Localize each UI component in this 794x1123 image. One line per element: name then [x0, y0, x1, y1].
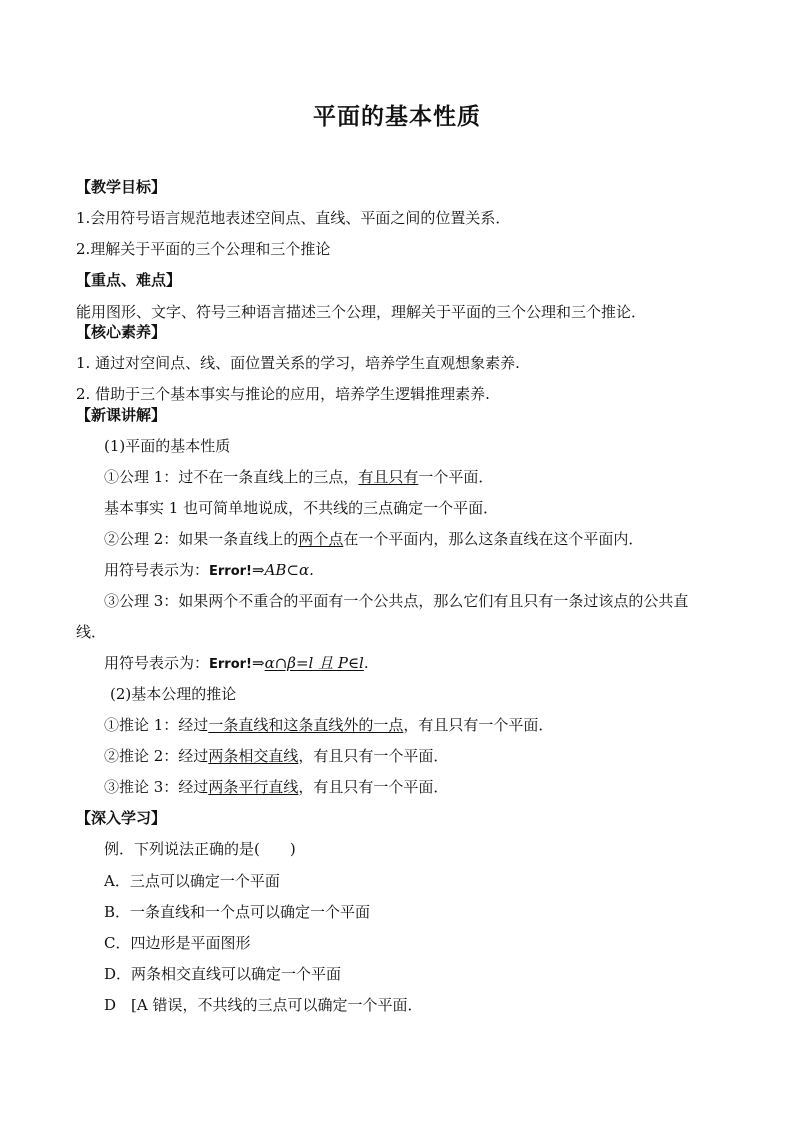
symbol-axiom-3-arrow: ⇒ — [252, 654, 265, 672]
corollary-1-underline: 一条直线和这条直线外的一点 — [208, 716, 404, 734]
axiom-3-line-2: 线． — [76, 623, 107, 641]
corollary-3 — [104, 778, 448, 796]
page-title: 平面的基本性质 — [313, 103, 481, 130]
corollary-1-post: ，有且只有一个平面． — [403, 716, 554, 734]
corollary-2 — [104, 747, 448, 765]
goal-item-2: 2.理解关于平面的三个公理和三个推论 — [76, 240, 331, 258]
symbol-axiom-3-underline: α∩β=l 且 P∈l — [264, 654, 364, 672]
corollary-2-post: ，有且只有一个平面． — [298, 747, 449, 765]
axiom-1-pre: ①公理 1：过不在一条直线上的三点， — [104, 468, 359, 486]
key-text: 能用图形、文字、符号三种语言描述三个公理，理解关于平面的三个公理和三个推论． — [76, 303, 647, 321]
core-item-2: 2. 借助于三个基本事实与推论的应用，培养学生逻辑推理素养. — [76, 385, 490, 403]
symbol-axiom-3-post: . — [363, 654, 369, 672]
corollary-3-underline: 两条平行直线 — [208, 778, 299, 796]
corollary-1-pre: ①推论 1：经过 — [104, 716, 209, 734]
core-heading: 【核心素养】 — [76, 323, 167, 341]
symbol-axiom-2 — [104, 561, 314, 581]
axiom-2-post: 在一个平面内，那么这条直线在这个平面内． — [343, 530, 644, 548]
option-a: A．三点可以确定一个平面 — [104, 872, 280, 890]
option-d: D．两条相交直线可以确定一个平面 — [104, 965, 342, 983]
lesson-heading: 【新课讲解】 — [76, 406, 167, 424]
symbol-axiom-3-pre: 用符号表示为： — [104, 654, 210, 672]
lesson-sub1: (1)平面的基本性质 — [104, 437, 231, 455]
axiom-1-underline: 有且只有 — [358, 468, 419, 486]
corollary-3-pre: ③推论 3：经过 — [104, 778, 209, 796]
answer-explanation: D [A 错误，不共线的三点可以确定一个平面． — [104, 996, 423, 1014]
axiom-2 — [104, 530, 643, 548]
symbol-axiom-2-math: ⇒AB⊂α. — [252, 561, 314, 579]
error-text: Error! — [209, 564, 252, 579]
goals-heading: 【教学目标】 — [76, 178, 167, 196]
fact-1: 基本事实 1 也可简单地说成，不共线的三点确定一个平面． — [104, 499, 499, 517]
axiom-1 — [104, 468, 493, 486]
axiom-2-pre: ②公理 2：如果一条直线上的 — [104, 530, 299, 548]
axiom-1-post: 一个平面． — [418, 468, 494, 486]
option-b: B．一条直线和一个点可以确定一个平面 — [104, 903, 371, 921]
key-heading: 【重点、难点】 — [76, 271, 182, 289]
core-item-1: 1. 通过对空间点、线、面位置关系的学习，培养学生直观想象素养. — [76, 354, 520, 372]
error-text: Error! — [209, 657, 252, 672]
goal-item-1: 1.会用符号语言规范地表述空间点、直线、平面之间的位置关系． — [76, 209, 511, 227]
deep-heading: 【深入学习】 — [76, 809, 167, 827]
axiom-3-line-1: ③公理 3：如果两个不重合的平面有一个公共点，那么它们有且只有一条过该点的公共直 — [104, 592, 689, 610]
corollary-3-post: ，有且只有一个平面． — [298, 778, 449, 796]
option-c: C．四边形是平面图形 — [104, 934, 251, 952]
corollary-2-pre: ②推论 2：经过 — [104, 747, 209, 765]
axiom-2-underline: 两个点 — [298, 530, 344, 548]
corollary-1 — [104, 716, 553, 734]
example-question: 例．下列说法正确的是( ) — [104, 840, 296, 858]
corollary-2-underline: 两条相交直线 — [208, 747, 299, 765]
lesson-sub2: (2)基本公理的推论 — [110, 685, 237, 703]
symbol-axiom-3 — [104, 654, 369, 674]
symbol-axiom-2-pre: 用符号表示为： — [104, 561, 210, 579]
